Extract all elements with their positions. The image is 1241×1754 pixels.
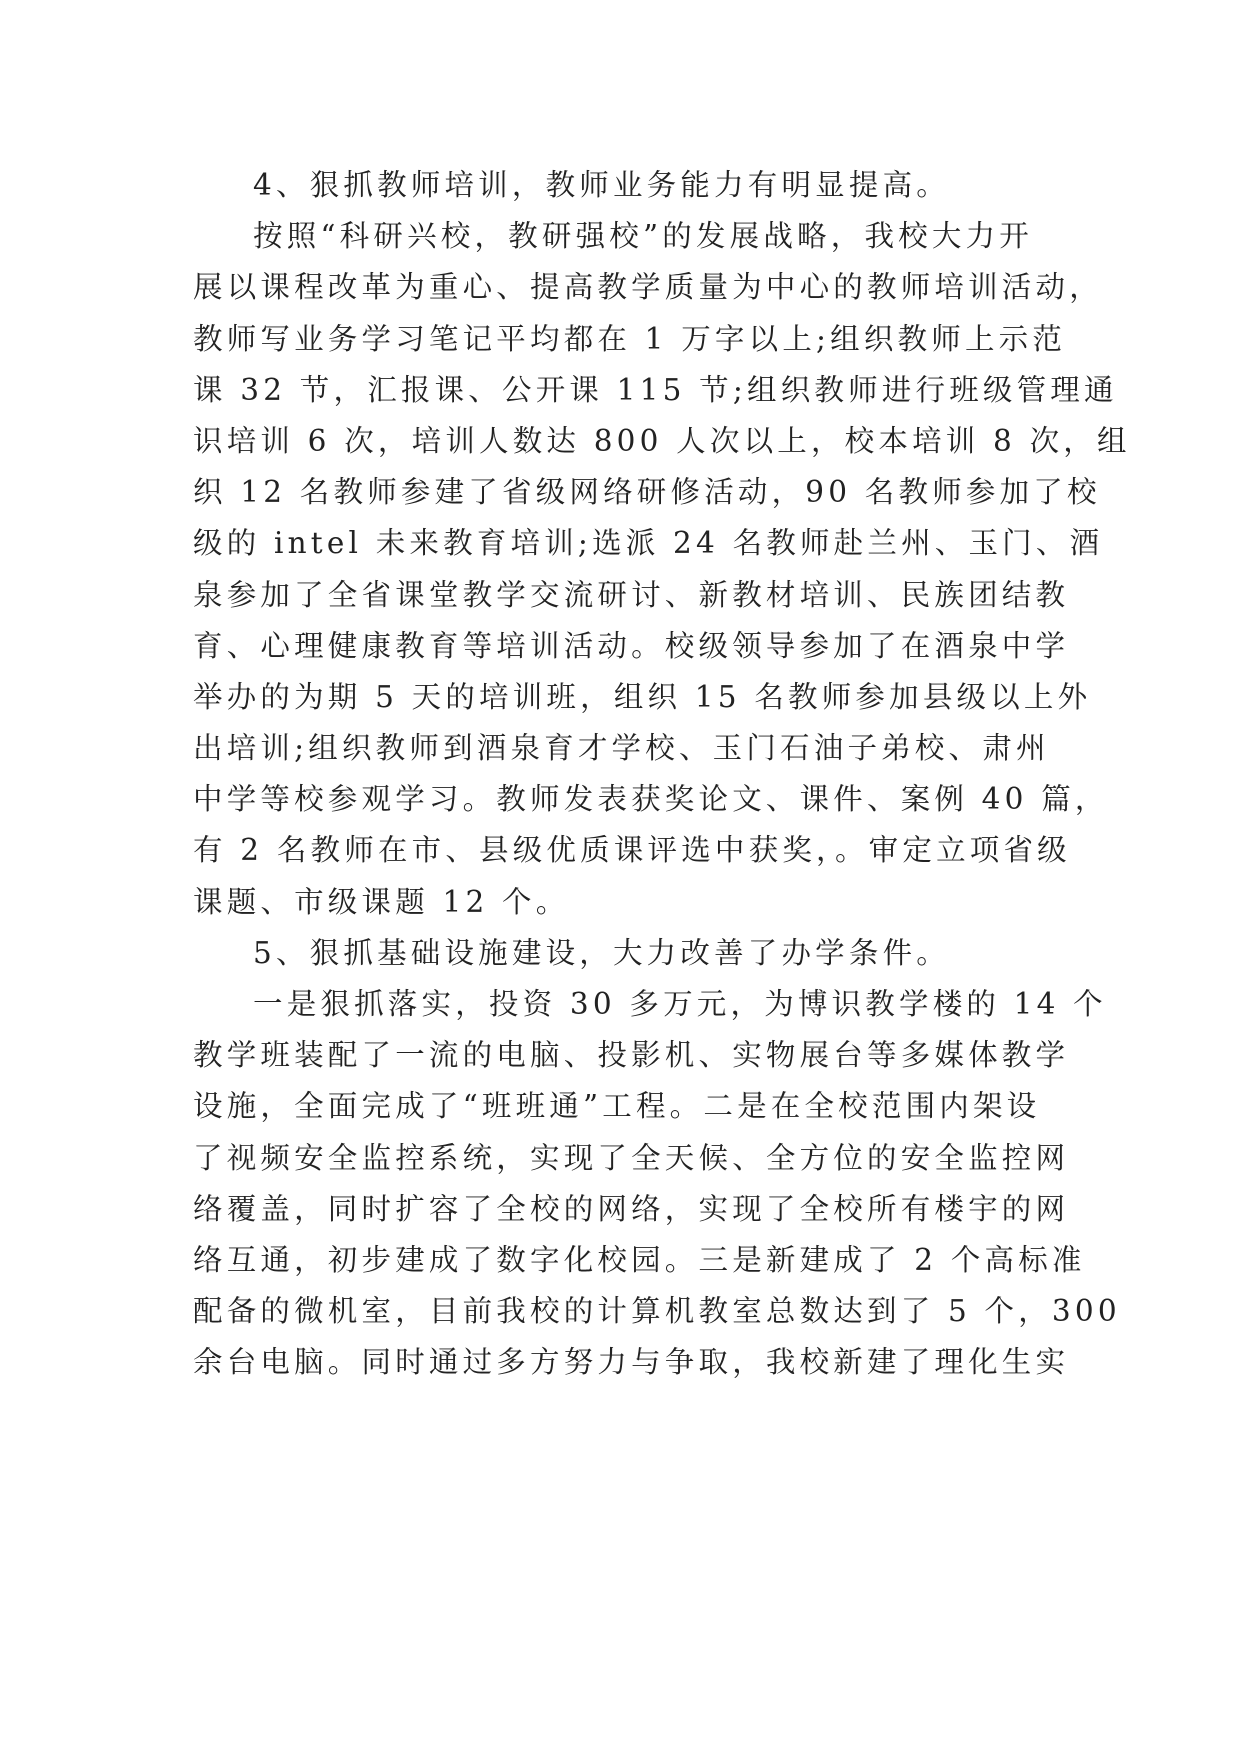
paragraph-line: 设施，全面完成了“班班通”工程。二是在全校范围内架设 xyxy=(193,1089,1041,1124)
paragraph-line: 配备的微机室，目前我校的计算机教室总数达到了 5 个，300 xyxy=(193,1294,1121,1329)
heading-teacher-training: 4、狠抓教师培训，教师业务能力有明显提高。 xyxy=(253,168,950,202)
paragraph-line: 教学班装配了一流的电脑、投影机、实物展台等多媒体教学 xyxy=(193,1038,1070,1073)
paragraph-line: 一是狠抓落实，投资 30 多万元，为博识教学楼的 14 个 xyxy=(253,987,1107,1021)
paragraph-line: 育、心理健康教育等培训活动。校级领导参加了在酒泉中学 xyxy=(193,628,1070,663)
paragraph-line: 教师写业务学习笔记平均都在 1 万字以上;组织教师上示范 xyxy=(193,321,1067,356)
paragraph-line: 有 2 名教师在市、县级优质课评选中获奖，。审定立项省级 xyxy=(193,833,1071,868)
paragraph-line: 识培训 6 次，培训人数达 800 人次以上，校本培训 8 次，组 xyxy=(193,423,1131,458)
heading-infrastructure: 5、狠抓基础设施建设，大力改善了办学条件。 xyxy=(253,935,950,970)
paragraph-line: 按照“科研兴校，教研强校”的发展战略，我校大力开 xyxy=(253,219,1033,254)
paragraph-line: 出培训;组织教师到酒泉育才学校、玉门石油子弟校、肃州 xyxy=(193,731,1050,766)
paragraph-line: 络互通，初步建成了数字化校园。三是新建成了 2 个高标准 xyxy=(193,1242,1086,1277)
paragraph-line: 课题、市级课题 12 个。 xyxy=(193,884,570,919)
body-text xyxy=(193,160,1131,1389)
paragraph-line: 余台电脑。同时通过多方努力与争取，我校新建了理化生实 xyxy=(193,1345,1070,1380)
paragraph-line: 织 12 名教师参建了省级网络研修活动，90 名教师参加了校 xyxy=(193,475,1101,510)
paragraph-line: 课 32 节，汇报课、公开课 115 节;组织教师进行班级管理通 xyxy=(193,372,1118,407)
paragraph-line: 络覆盖，同时扩容了全校的网络，实现了全校所有楼宇的网 xyxy=(193,1191,1070,1226)
paragraph-line: 举办的为期 5 天的培训班，组织 15 名教师参加县级以上外 xyxy=(193,679,1092,714)
paragraph-line: 级的 intel 未来教育培训;选派 24 名教师赴兰州、玉门、酒 xyxy=(193,526,1104,561)
paragraph-line: 中学等校参观学习。教师发表获奖论文、课件、案例 40 篇， xyxy=(193,782,1109,817)
paragraph-line: 泉参加了全省课堂教学交流研讨、新教材培训、民族团结教 xyxy=(193,577,1070,612)
paragraph-line: 了视频安全监控系统，实现了全天候、全方位的安全监控网 xyxy=(193,1140,1070,1175)
paragraph-line: 展以课程改革为重心、提高教学质量为中心的教师培训活动， xyxy=(193,270,1103,305)
